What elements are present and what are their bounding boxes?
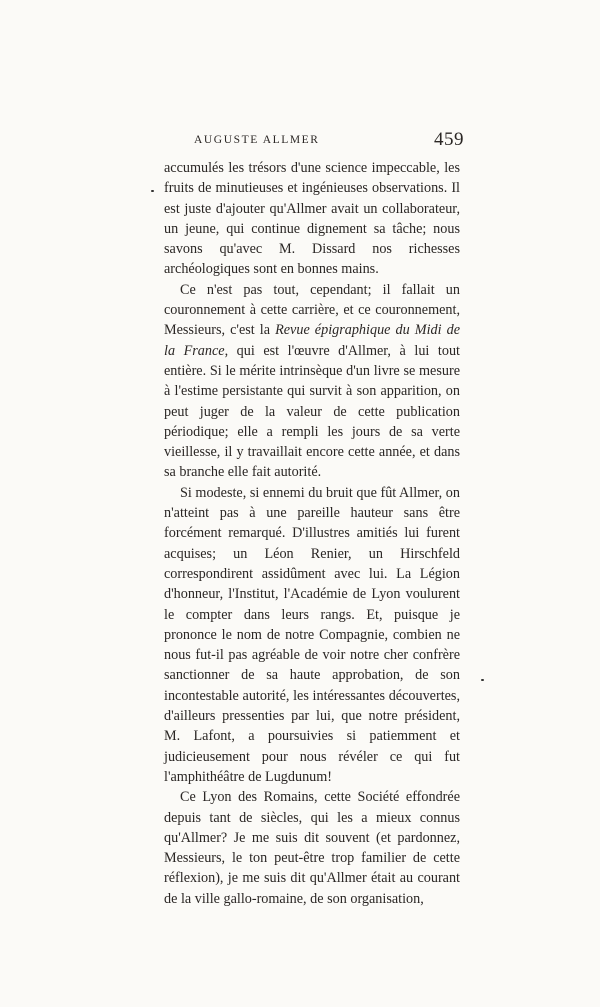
journal-title: Revue épigraphique du Midi de la France <box>164 322 460 359</box>
page-number: 459 <box>434 129 464 150</box>
paragraph-1: accumulés les trésors d'une science impeccable, les fruits de minutieuses et ingénieuses observations. Il est juste d'ajouter qu'Allmer avait un collaborateur, un jeune, qui continue dignement sa tâche; nous savons qu'avec M. Dissard nos richesses archéologiques sont en bonnes mains. <box>164 160 460 278</box>
running-head <box>164 129 464 154</box>
paragraph-3: Si modeste, si ennemi du bruit que fût Allmer, on n'atteint pas à une pareille hauteur sans être forcément remarqué. D'illustres amitiés lui furent acquises; un Léon Renier, un Hirschfeld correspondirent assidûment avec lui. La Légion d'honneur, l'Institut, l'Académie de Lyon voulurent le compter dans leurs rangs. Et, puisque je prononce le nom de notre Compagnie, combien ne nous fut-il pas agréable de voir notre cher confrère sanctionner de sa haute approbation, de son incontestable autorité, les intéressantes découvertes, d'ailleurs pressenties par lui, que notre président, M. Lafont, a poursuivies si patiemment et judicieusement pour nous révéler ce qui fut l'amphithéâtre de Lugdunum! <box>164 484 460 785</box>
body-text <box>164 158 460 909</box>
paragraph-2: Ce n'est pas tout, cependant; il fallait un couronnement à cette carrière, et ce couronnement, Messieurs, c'est la Revue épigraphique du Midi de la France, qui est l'œuvre d'Allmer, à lui tout entière. Si le mérite intrinsèque d'un livre se mesure à l'estime persistante qui survit à son apparition, on peut juger de la valeur de cette publication périodique; elle a rempli les jours de sa verte vieillesse, il y travaillait encore cette année, et dans sa branche elle fait autorité. <box>164 281 460 481</box>
running-title: AUGUSTE ALLMER <box>194 134 320 146</box>
paper-speck <box>151 190 154 192</box>
paper-speck <box>481 679 484 681</box>
paragraph-4: Ce Lyon des Romains, cette Société effondrée depuis tant de siècles, qui les a mieux connus qu'Allmer? Je me suis dit souvent (et pardonnez, Messieurs, le ton peut-être trop familier de cette réflexion), je me suis dit qu'Allmer était au courant de la ville gallo-romaine, de son organisation, <box>164 789 460 907</box>
